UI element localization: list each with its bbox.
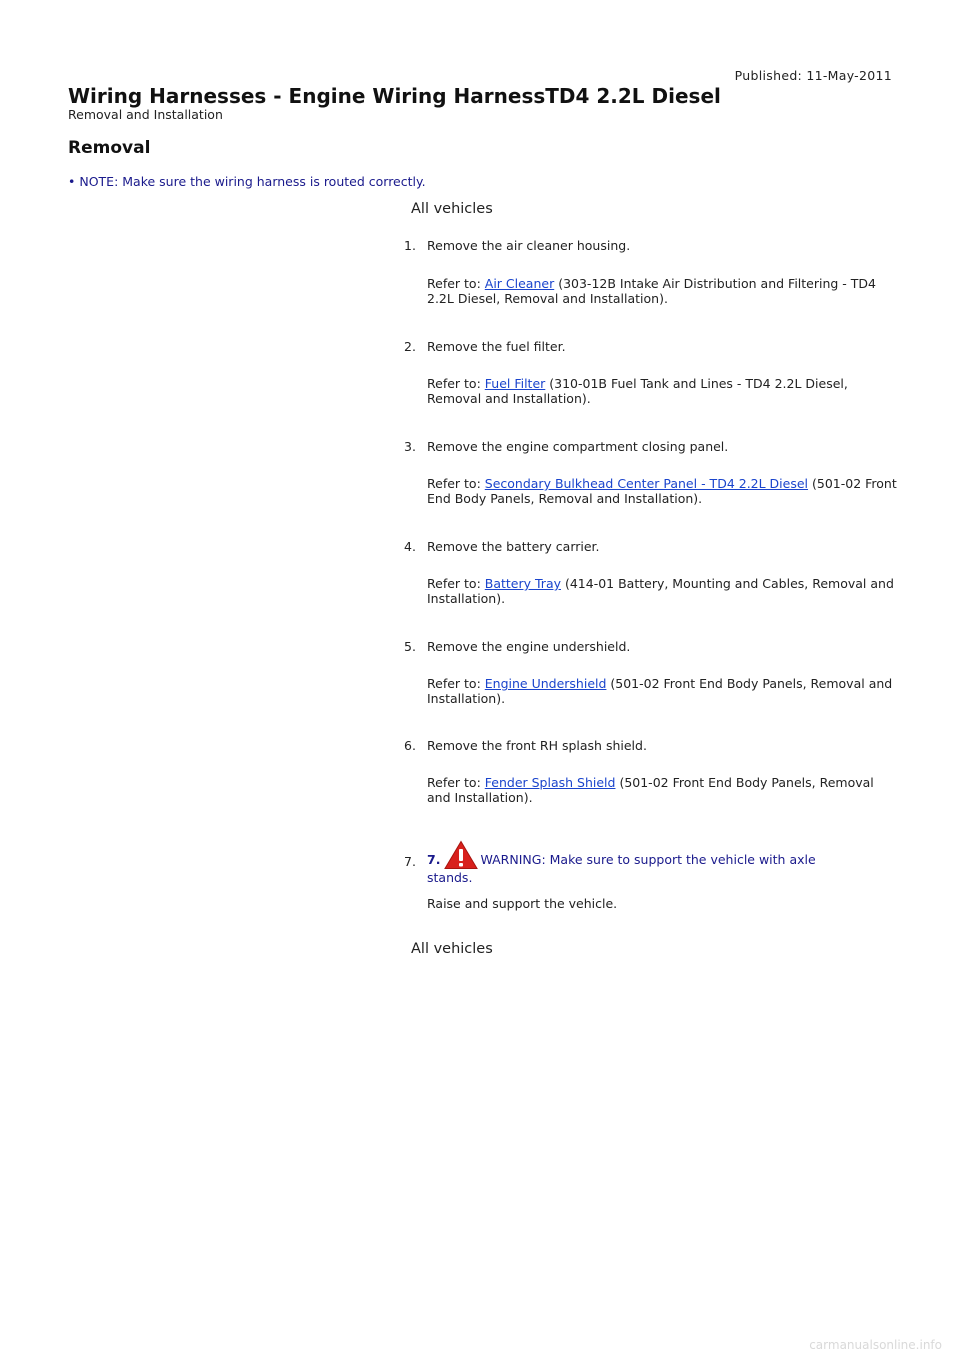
ref-link-fuel-filter[interactable]: Fuel Filter [484,376,546,391]
warning-triangle-icon [444,840,478,870]
step-number: 1. [404,238,416,253]
step-instruction: Remove the engine undershield. [427,639,631,654]
step-number: 2. [404,339,416,354]
warning-step-number: 7. [427,852,441,867]
warning-text [427,840,857,885]
vehicles-label-bottom: All vehicles [411,941,493,957]
page-title: Wiring Harnesses - Engine Wiring HarnessTD4 2.2L Diesel [68,84,721,108]
ref-prefix: Refer to: [427,676,485,691]
step-reference [427,276,897,306]
ref-link-fender-splash-shield[interactable]: Fender Splash Shield [484,775,616,790]
published-date: Published: 11-May-2011 [734,68,892,83]
step-number: 7. [404,854,416,869]
ref-suffix: (501-02 Front End Body Panels, Removal and Installation). [427,775,874,805]
step-instruction: Remove the engine compartment closing panel. [427,439,729,454]
ref-link-secondary-bulkhead-center-panel[interactable]: Secondary Bulkhead Center Panel - TD4 2.2L Diesel [484,476,809,491]
step-number: 3. [404,439,416,454]
step-instruction: Raise and support the vehicle. [427,896,618,911]
step-reference [427,676,897,706]
ref-prefix: Refer to: [427,276,485,291]
warning-message: WARNING: Make sure to support the vehicle with axle stands. [427,852,816,885]
note-text: • NOTE: Make sure the wiring harness is routed correctly. [68,174,426,189]
step-reference [427,576,897,606]
ref-suffix: (303-12B Intake Air Distribution and Filtering - TD4 2.2L Diesel, Removal and Installation). [427,276,877,306]
step-reference [427,476,897,506]
step-instruction: Remove the air cleaner housing. [427,238,631,253]
ref-link-air-cleaner[interactable]: Air Cleaner [484,276,555,291]
ref-link-engine-undershield[interactable]: Engine Undershield [484,676,607,691]
step-instruction: Remove the fuel filter. [427,339,566,354]
step-number: 6. [404,738,416,753]
ref-suffix: (414-01 Battery, Mounting and Cables, Removal and Installation). [427,576,894,606]
ref-prefix: Refer to: [427,376,485,391]
step-reference [427,376,897,406]
ref-link-battery-tray[interactable]: Battery Tray [484,576,561,591]
ref-suffix: (501-02 Front End Body Panels, Removal and Installation). [427,676,893,706]
page-subtitle: Removal and Installation [68,107,223,122]
watermark-text: carmanualsonline.info [809,1338,942,1352]
section-heading: Removal [68,138,151,158]
step-number: 4. [404,539,416,554]
ref-prefix: Refer to: [427,576,485,591]
vehicles-label-top: All vehicles [411,201,493,217]
step-instruction: Remove the battery carrier. [427,539,600,554]
ref-suffix: (310-01B Fuel Tank and Lines - TD4 2.2L Diesel, Removal and Installation). [427,376,848,406]
step-instruction: Remove the front RH splash shield. [427,738,647,753]
ref-prefix: Refer to: [427,775,485,790]
step-number: 5. [404,639,416,654]
step-reference [427,775,897,805]
ref-prefix: Refer to: [427,476,485,491]
ref-suffix: (501-02 Front End Body Panels, Removal and Installation). [427,476,897,506]
